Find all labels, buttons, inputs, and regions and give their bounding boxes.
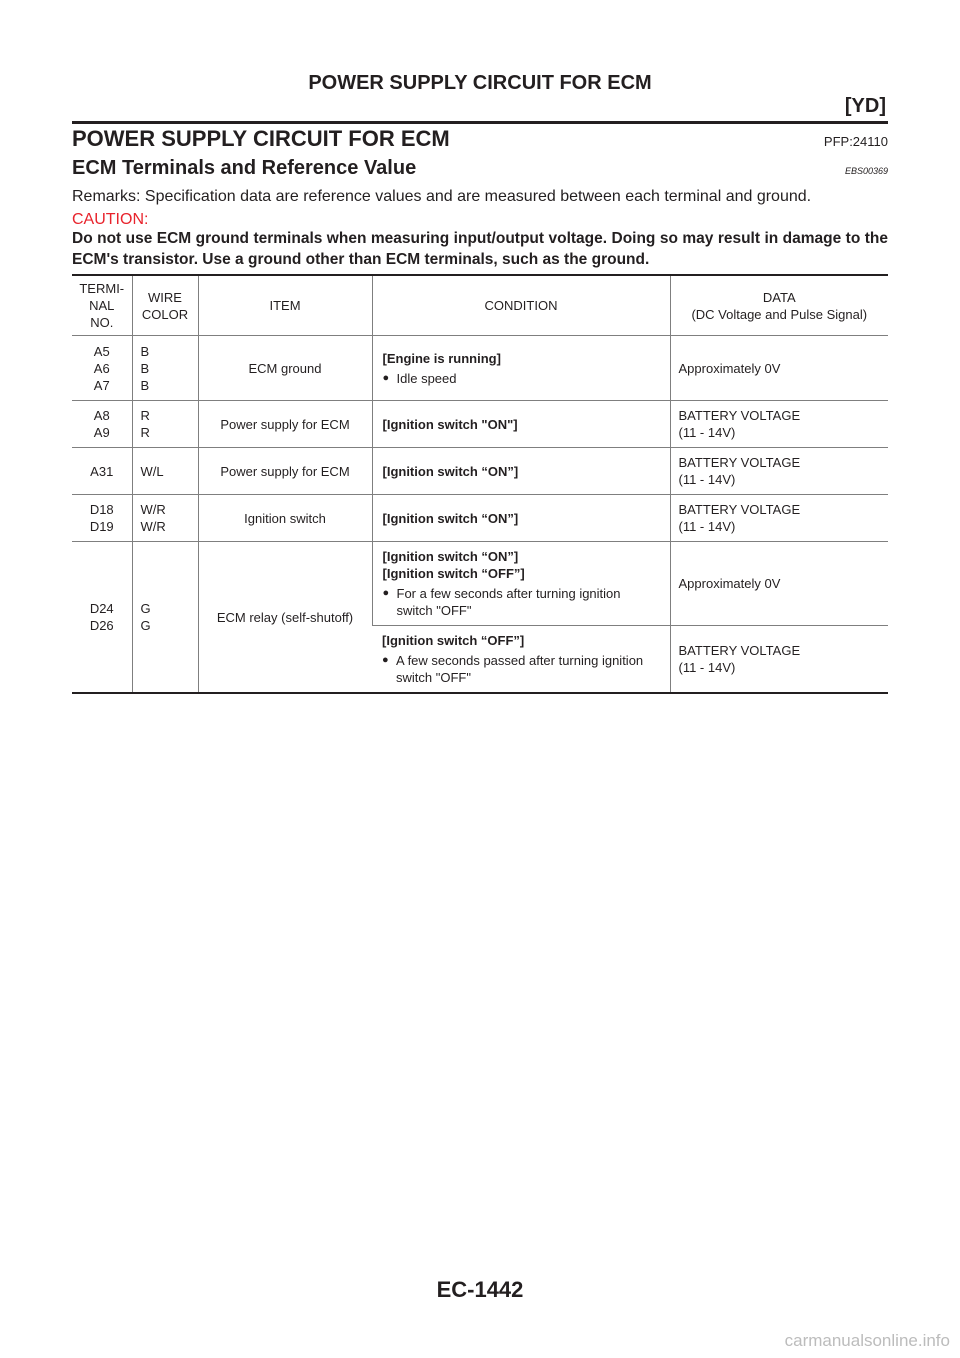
ecm-terminal-table <box>72 274 888 694</box>
condition-cell: [Ignition switch “ON”] <box>372 495 670 542</box>
wire-color-cell: W/R W/R <box>132 495 198 542</box>
watermark: carmanualsonline.info <box>784 1331 950 1350</box>
item-cell: Power supply for ECM <box>198 448 372 495</box>
bullet-icon: ● <box>382 654 389 666</box>
bullet-icon: ● <box>382 371 390 384</box>
table-row <box>72 401 888 448</box>
data-cell: BATTERY VOLTAGE (11 - 14V) <box>670 448 888 495</box>
terminal-cell: A31 <box>72 448 132 495</box>
running-page-title: POWER SUPPLY CIRCUIT FOR ECM <box>308 72 652 94</box>
table-row <box>72 542 888 626</box>
item-cell: ECM ground <box>198 336 372 401</box>
data-cell: Approximately 0V <box>670 336 888 401</box>
data-cell: BATTERY VOLTAGE (11 - 14V) <box>670 495 888 542</box>
header-item: ITEM <box>198 275 372 336</box>
section-heading-row <box>72 126 888 152</box>
table-row <box>72 336 888 401</box>
header-data: DATA (DC Voltage and Pulse Signal) <box>670 275 888 336</box>
condition-cell: [Engine is running] ● Idle speed <box>372 336 670 401</box>
caution-label: CAUTION: <box>72 211 149 228</box>
wire-color-cell: R R <box>132 401 198 448</box>
wire-color-cell: B B B <box>132 336 198 401</box>
terminal-cell: D24 D26 <box>72 542 132 694</box>
condition-cell: [Ignition switch “ON”] <box>372 448 670 495</box>
header-wire-color: WIRE COLOR <box>132 275 198 336</box>
remarks-text: Remarks: Specification data are reference values and are measured between each terminal and ground. <box>72 188 812 205</box>
item-cell: Power supply for ECM <box>198 401 372 448</box>
condition-cell: [Ignition switch “ON”] [Ignition switch “OFF”] ● For a few seconds after turning ignition switch "OFF" <box>372 542 670 626</box>
caution-text: Do not use ECM ground terminals when measuring input/output voltage. Doing so may result in damage to the ECM's transistor. Use a ground other than ECM terminals, such as the ground. <box>72 230 888 268</box>
terminal-cell: A8 A9 <box>72 401 132 448</box>
pfp-code: PFP:24110 <box>823 134 888 149</box>
header-rule <box>72 121 888 124</box>
subsection-heading-row <box>72 157 888 180</box>
ebs-code: EBS00369 <box>844 166 888 176</box>
header-condition: CONDITION <box>372 275 670 336</box>
data-cell: Approximately 0V <box>670 542 888 626</box>
page-code: EC-1442 <box>436 1277 524 1302</box>
condition-cell: [Ignition switch “OFF”] ● A few seconds passed after turning ignition switch "OFF" <box>372 626 670 694</box>
table-row <box>72 448 888 495</box>
terminal-cell: A5 A6 A7 <box>72 336 132 401</box>
table-row <box>72 495 888 542</box>
wire-color-cell: W/L <box>132 448 198 495</box>
wire-color-cell: G G <box>132 542 198 694</box>
item-cell: Ignition switch <box>198 495 372 542</box>
item-cell: ECM relay (self-shutoff) <box>198 542 372 694</box>
data-cell: BATTERY VOLTAGE (11 - 14V) <box>670 626 888 694</box>
subsection-heading: ECM Terminals and Reference Value <box>72 157 417 179</box>
bullet-icon: ● <box>382 587 390 599</box>
data-cell: BATTERY VOLTAGE (11 - 14V) <box>670 401 888 448</box>
section-heading: POWER SUPPLY CIRCUIT FOR ECM <box>72 126 450 151</box>
table-header-row <box>72 275 888 336</box>
terminal-cell: D18 D19 <box>72 495 132 542</box>
engine-section-tag: [YD] <box>844 95 886 117</box>
header-terminal: TERMI- NAL NO. <box>72 275 132 336</box>
condition-cell: [Ignition switch "ON"] <box>372 401 670 448</box>
